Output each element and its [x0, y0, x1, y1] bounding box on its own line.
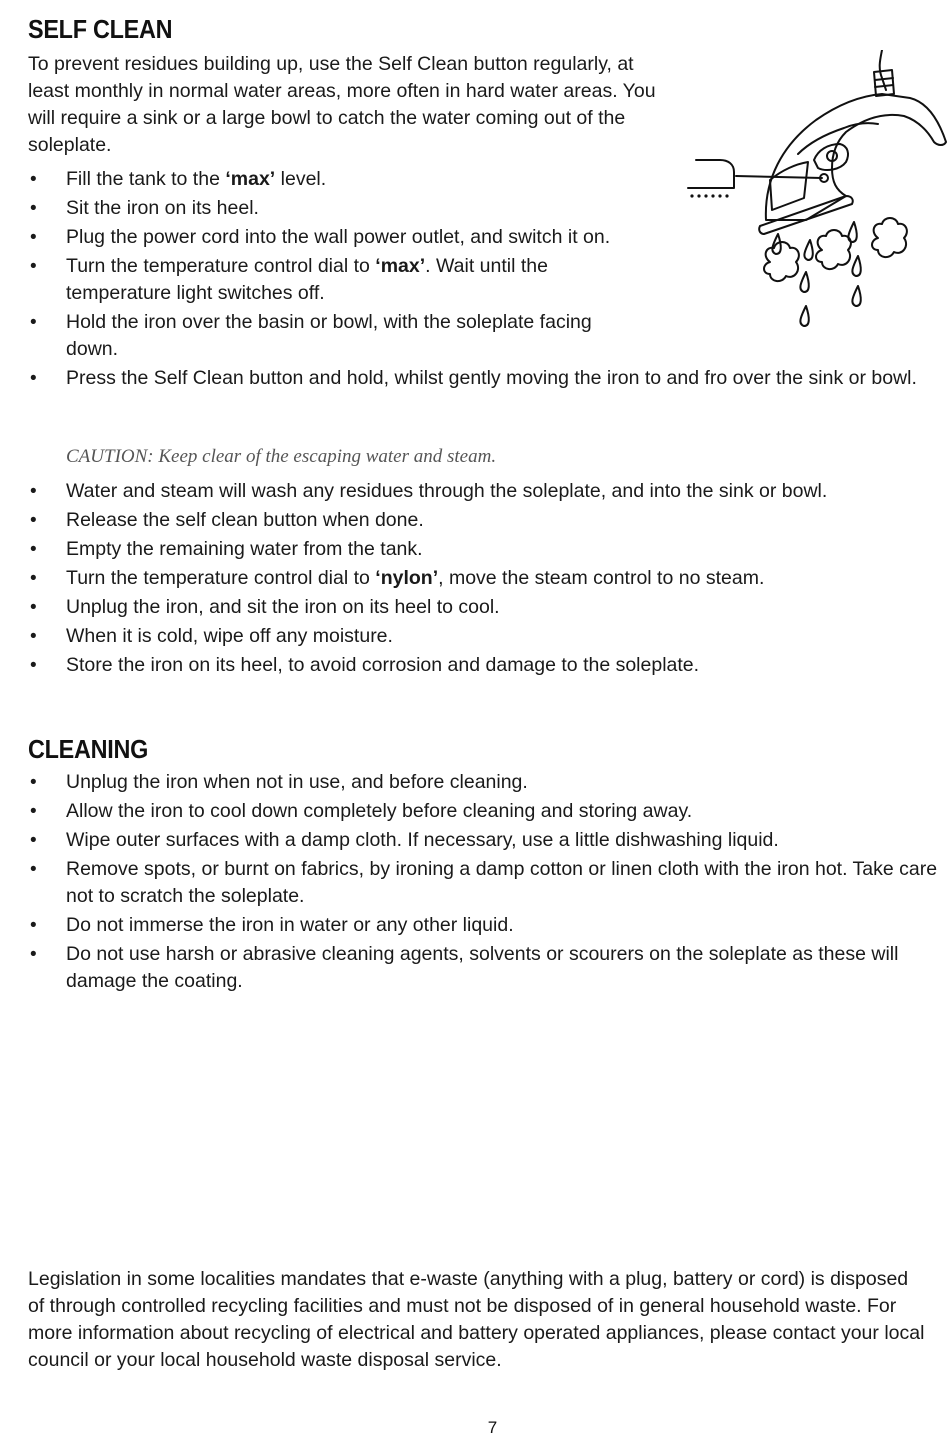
list-item — [28, 941, 948, 995]
list-item-text: Remove spots, or burnt on fabrics, by ironing a damp cotton or linen cloth with the iron hot. Take care not to scratch the soleplate. — [66, 858, 938, 907]
list-item-text: Wipe outer surfaces with a damp cloth. If necessary, use a little dishwashing liquid. — [66, 829, 779, 851]
list-item-text: When it is cold, wipe off any moisture. — [66, 625, 393, 647]
steam-cloud — [816, 230, 851, 269]
list-item — [28, 536, 948, 563]
list-item-text: level. — [275, 168, 327, 190]
steam-dots — [690, 194, 728, 197]
list-item-text: Hold the iron over the basin or bowl, with the soleplate facing down. — [66, 311, 592, 360]
list-item-text: Store the iron on its heel, to avoid corrosion and damage to the soleplate. — [66, 654, 700, 676]
list-item — [28, 507, 948, 534]
self-clean-steps-list — [28, 166, 917, 394]
list-item — [28, 594, 948, 621]
list-item-text: . Wait until the temperature light switches off. — [66, 255, 548, 304]
list-item-emphasis: ‘nylon’ — [375, 567, 439, 589]
iron-dial — [814, 144, 848, 170]
list-item-text: Fill the tank to the — [66, 168, 226, 190]
small-iron-icon — [688, 160, 734, 188]
list-item — [28, 478, 948, 505]
self-clean-steps-list-continued — [28, 478, 948, 681]
list-item-text: Empty the remaining water from the tank. — [66, 538, 423, 560]
list-item-text: Sit the iron on its heel. — [66, 197, 259, 219]
list-item-emphasis: ‘max’ — [225, 168, 276, 190]
cord-guard-rib — [875, 85, 893, 87]
list-item-text: Plug the power cord into the wall power outlet, and switch it on. — [66, 226, 611, 248]
list-item — [28, 912, 948, 939]
list-item-text: Do not use harsh or abrasive cleaning agents, solvents or scourers on the soleplate as these will damage the coating. — [66, 943, 899, 992]
steam-iron-self-clean-icon — [686, 50, 948, 340]
list-item — [28, 652, 948, 679]
cleaning-steps-list — [28, 769, 948, 997]
list-item — [28, 253, 643, 307]
legislation-paragraph: Legislation in some localities mandates that e-waste (anything with a plug, battery or cord) is disposed of through controlled recycling facilities and must not be disposed of in general household waste. For more information about recycling of electrical and battery operated appliances, please contact your local council or your local household waste disposal service. — [28, 1268, 925, 1371]
list-item-text: Unplug the iron, and sit the iron on its heel to cool. — [66, 596, 500, 618]
self-clean-heading: SELF CLEAN — [28, 14, 173, 44]
list-item — [28, 798, 948, 825]
steam-cloud — [872, 218, 907, 257]
list-item — [28, 195, 643, 222]
list-item — [28, 565, 948, 592]
iron-body — [766, 94, 946, 220]
list-item-text: Turn the temperature control dial to — [66, 567, 376, 589]
list-item — [28, 365, 946, 392]
page-number: 7 — [487, 1418, 498, 1437]
list-item-text: Release the self clean button when done. — [66, 509, 424, 531]
list-item-text: Turn the temperature control dial to — [66, 255, 376, 277]
list-item-emphasis: ‘max’ — [375, 255, 426, 277]
water-drop — [852, 256, 860, 276]
list-item — [28, 166, 643, 193]
list-item — [28, 309, 643, 363]
list-item-text: , move the steam control to no steam. — [438, 567, 765, 589]
water-drop — [800, 272, 808, 292]
water-drop — [852, 286, 860, 306]
list-item — [28, 827, 948, 854]
cleaning-heading: CLEANING — [28, 734, 149, 764]
iron-handle-inner — [798, 123, 878, 154]
water-drop — [804, 240, 812, 260]
list-item — [28, 769, 948, 796]
list-item-text: Allow the iron to cool down completely before cleaning and storing away. — [66, 800, 693, 822]
list-item — [28, 856, 948, 910]
self-clean-intro: To prevent residues building up, use the Self Clean button regularly, at least monthly in normal water areas, more often in hard water areas. You will require a sink or a large bowl to catch the water coming out of the soleplate. — [28, 53, 656, 156]
iron-soleplate — [759, 196, 853, 234]
self-clean-pointer-line — [736, 176, 822, 178]
caution-note: CAUTION: Keep clear of the escaping water and steam. — [66, 446, 497, 467]
list-item — [28, 224, 643, 251]
list-item-text: Unplug the iron when not in use, and before cleaning. — [66, 771, 528, 793]
water-drop — [800, 306, 808, 326]
list-item — [28, 623, 948, 650]
cord-guard-rib — [875, 78, 893, 80]
list-item-text: Press the Self Clean button and hold, whilst gently moving the iron to and fro over the sink or bowl. — [66, 367, 917, 389]
list-item-text: Do not immerse the iron in water or any other liquid. — [66, 914, 514, 936]
list-item-text: Water and steam will wash any residues through the soleplate, and into the sink or bowl. — [66, 480, 828, 502]
